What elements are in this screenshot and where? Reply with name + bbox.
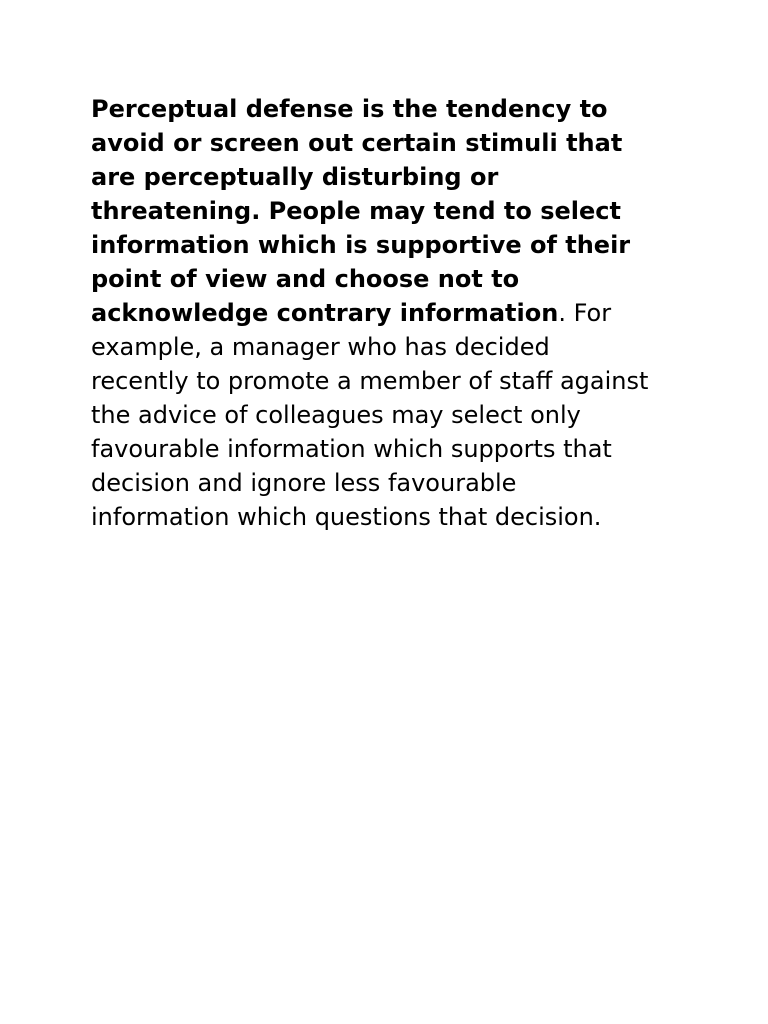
- bold-text: acknowledge contrary information: [91, 299, 559, 327]
- text-line: [91, 160, 691, 194]
- regular-text: . For: [558, 299, 612, 327]
- bold-text: information which is supportive of their: [91, 231, 631, 259]
- text-line: [91, 432, 691, 466]
- bold-text: point of view and choose not to: [91, 265, 520, 293]
- text-line: [91, 500, 691, 534]
- regular-text: decision and ignore less favourable: [91, 469, 517, 497]
- text-line: [91, 364, 691, 398]
- text-line: [91, 228, 691, 262]
- text-line: [91, 296, 691, 330]
- regular-text: recently to promote a member of staff against: [91, 367, 649, 395]
- bold-text: avoid or screen out certain stimuli that: [91, 129, 623, 157]
- regular-text: favourable information which supports that: [91, 435, 612, 463]
- text-line: [91, 126, 691, 160]
- bold-text: Perceptual defense is the tendency to: [91, 95, 608, 123]
- text-line: [91, 398, 691, 432]
- text-line: [91, 194, 691, 228]
- regular-text: the advice of colleagues may select only: [91, 401, 581, 429]
- bold-text: are perceptually disturbing or: [91, 163, 499, 191]
- bold-text: threatening. People may tend to select: [91, 197, 621, 225]
- regular-text: information which questions that decision.: [91, 503, 602, 531]
- text-line: [91, 92, 691, 126]
- text-line: [91, 330, 691, 364]
- text-line: [91, 466, 691, 500]
- regular-text: example, a manager who has decided: [91, 333, 550, 361]
- text-line: [91, 262, 691, 296]
- body-paragraph: [91, 92, 691, 534]
